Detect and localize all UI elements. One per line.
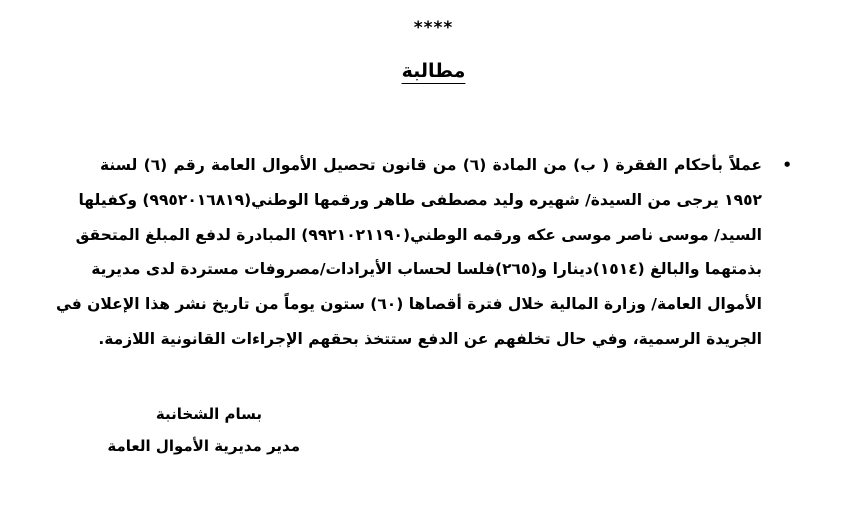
bullet-icon: •: [782, 156, 792, 174]
document-title: مطالبة: [401, 60, 466, 82]
signature-block: [107, 398, 300, 462]
body-line-6: الجريدة الرسمية، وفي حال تخلفهم عن الدفع ستتخذ بحقهم الإجراءات القانونية اللازمة.: [98, 329, 762, 348]
signatory-position: مدير مديرية الأموال العامة: [107, 437, 300, 455]
notice-body: [55, 148, 792, 357]
body-line-1: عملاً بأحكام الفقرة ( ب) من المادة (٦) من قانون تحصيل الأموال العامة رقم (٦) لسنة: [100, 156, 762, 174]
body-line-2: ١٩٥٢ يرجى من السيدة/ شهيره وليد مصطفى طاهر ورقمها الوطني(٩٩٥٢٠١٦٨١٩) وكفيلها: [78, 190, 762, 209]
signatory-name: بسام الشخانبة: [155, 405, 262, 423]
header-stars: ****: [413, 18, 454, 38]
body-line-3: السيد/ موسى ناصر موسى عكه ورقمه الوطني(٩٩٢١٠٢١١٩٠) المبادرة لدفع المبلغ المتحقق: [75, 225, 762, 244]
body-line-4: بذمتهما والبالغ (١٥١٤)دينارا و(٢٦٥)فلسا لحساب الأيرادات/مصروفات مستردة لدى مديرية: [91, 260, 762, 279]
body-line-5: الأموال العامة/ وزارة المالية خلال فترة أقصاها (٦٠) ستون يوماً من تاريخ نشر هذا الإعلان في: [55, 295, 762, 314]
